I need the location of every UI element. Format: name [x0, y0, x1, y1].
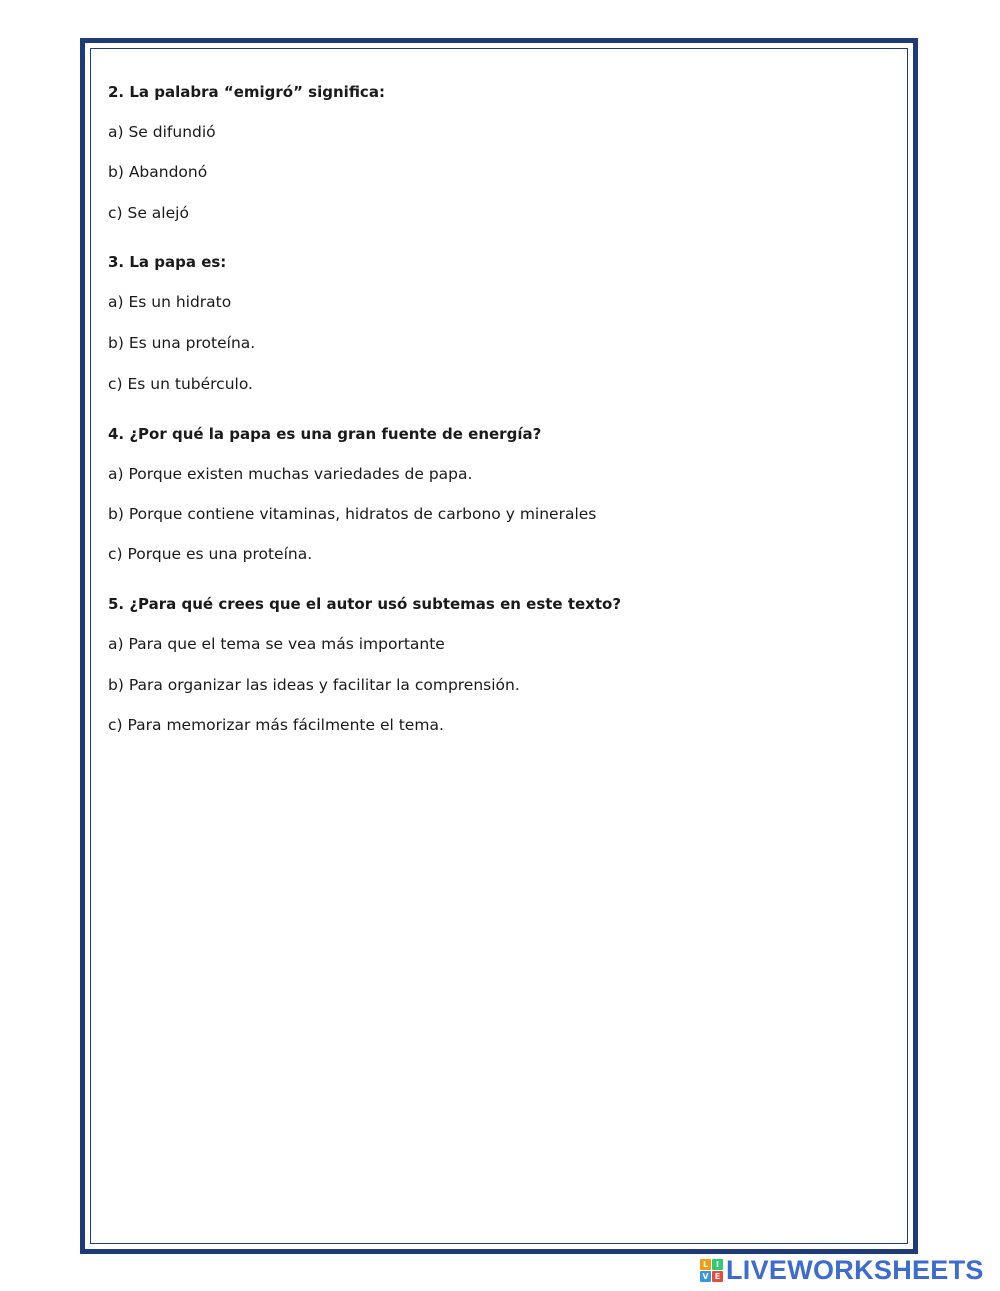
live-grid-icon [700, 1259, 723, 1282]
question-4-title: 4. ¿Por qué la papa es una gran fuente de energía? [108, 425, 542, 443]
question-5-option-a[interactable]: a) Para que el tema se vea más importante [108, 635, 445, 653]
brand-name: LIVEWORKSHEETS [726, 1254, 984, 1285]
question-5-title: 5. ¿Para qué crees que el autor usó subtemas en este texto? [108, 595, 622, 613]
live-icon-letter-i: I [712, 1259, 723, 1270]
live-icon-letter-v: V [700, 1271, 711, 1282]
live-icon-letter-e: E [712, 1271, 723, 1282]
question-3-option-a[interactable]: a) Es un hidrato [108, 293, 232, 311]
question-2-option-a[interactable]: a) Se difundió [108, 123, 216, 141]
question-2-option-c[interactable]: c) Se alejó [108, 204, 189, 222]
question-4-option-c[interactable]: c) Porque es una proteína. [108, 545, 313, 563]
live-icon-letter-l: L [700, 1259, 711, 1270]
question-3-title: 3. La papa es: [108, 253, 227, 271]
question-4-option-b[interactable]: b) Porque contiene vitaminas, hidratos de carbono y minerales [108, 505, 597, 523]
question-5-option-b[interactable]: b) Para organizar las ideas y facilitar la comprensión. [108, 676, 520, 694]
question-3-option-b[interactable]: b) Es una proteína. [108, 334, 256, 352]
question-2-option-b[interactable]: b) Abandonó [108, 163, 208, 181]
question-2-title: 2. La palabra “emigró” significa: [108, 83, 385, 101]
question-5-option-c[interactable]: c) Para memorizar más fácilmente el tema. [108, 716, 444, 734]
question-4-option-a[interactable]: a) Porque existen muchas variedades de papa. [108, 465, 473, 483]
liveworksheets-logo [700, 1255, 984, 1285]
question-3-option-c[interactable]: c) Es un tubérculo. [108, 375, 253, 393]
